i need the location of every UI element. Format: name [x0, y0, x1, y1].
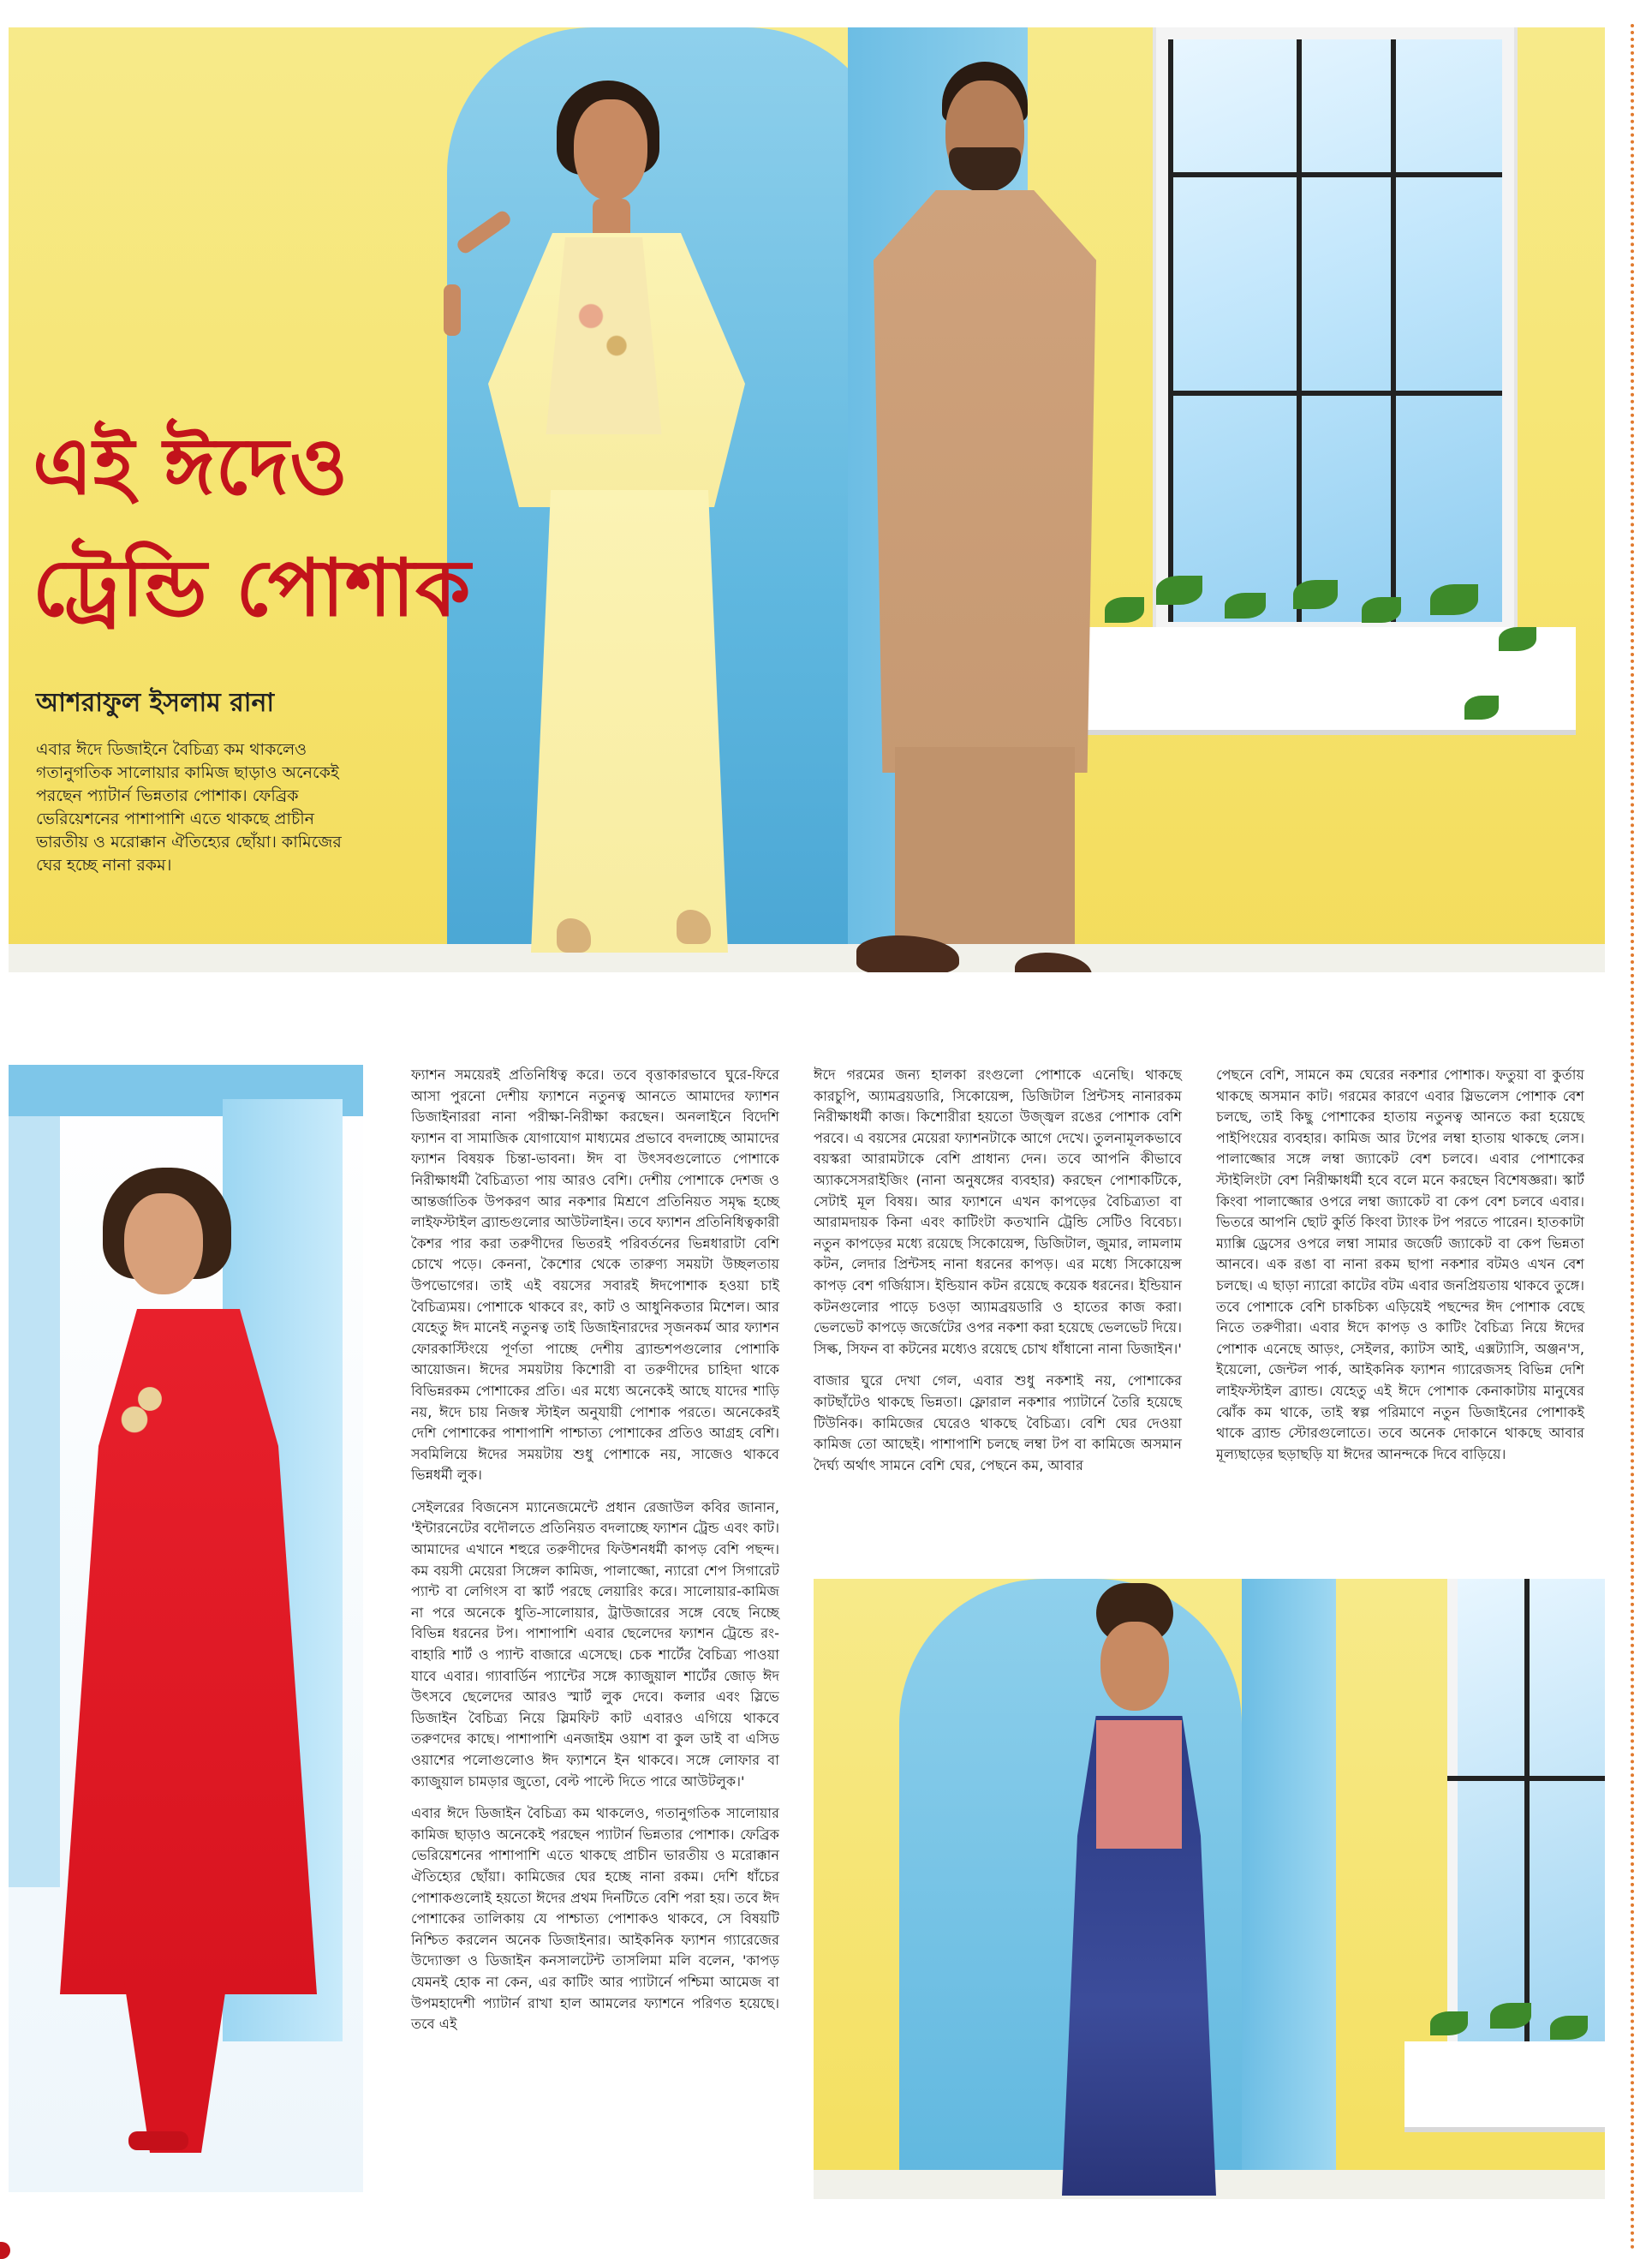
paragraph: সেইলরের বিজনেস ম্যানেজমেন্টে প্রধান রেজাউল কবির জানান, 'ইন্টারনেটের বদৌলতে প্রতিনিয়ত বদলাচ্ছে ফ্যাশন ট্রেন্ড এবং কাট। আমাদের এখানে শহুরে তরুণীদের ফিউশনধর্মী কাপড় বেশি পছন্দ। কম বয়সী মেয়েরা সিঙ্গেল কামিজ, পালাজ্জো, ন্যারো শেপ সিগারেট প্যান্ট বা লেগিংস বা স্কার্ট পরছে লেয়ারিং করে। সালোয়ার-কামিজ না পরে অনেকে ধুতি-সালোয়ার, ট্রাউজারের সঙ্গে বেছে নিচ্ছে বিভিন্ন ধরনের টপ। পাশাপাশি এবার ছেলেদের ফ্যাশন ট্রেন্ডে রং-বাহারি শার্ট ও প্যান্ট বাজারে এসেছে। চেক শার্টের বৈচিত্র্য পাওয়া যাবে এবার। গ্যাবার্ডিন প্যান্টের সঙ্গে ক্যাজুয়াল শার্টের জোড় ঈদ উৎসবে ছেলেদের আরও স্মার্ট লুক দেবে। কলার এবং স্লিভে ডিজাইন বৈচিত্র্য নিয়ে স্লিমফিট কাট এবারও এগিয়ে থাকবে তরুণদের কাছে। পাশাপাশি এনজাইম ওয়াশ বা কুল ডাই বা এসিড ওয়াশের পলোগুলোও ঈদ ফ্যাশনে ইন থাকবে। সঙ্গে লোফার বা ক্যাজুয়াল চামড়ার জুতো, বেল্ট পাল্টে দিতে পারে আউটলুক।' [411, 1498, 779, 1790]
paragraph: বাজার ঘুরে দেখা গেল, এবার শুধু নকশাই নয়, পোশাকের কাটছাঁটেও থাকছে ভিন্নতা। ফ্লোরাল নকশার প্যাটার্নে তৈরি হয়েছে টিউনিক। কামিজের ঘেরেও থাকছে বৈচিত্র্য। বেশি ঘের দেওয়া কামিজ তো আছেই। পাশাপাশি চলছে লম্বা টপ বা কামিজে অসমান দৈর্ঘ্য অর্থাৎ সামনে বেশি ঘের, পেছনে কম, আবার [814, 1372, 1182, 1473]
floor [9, 944, 1605, 972]
author-byline: আশরাফুল ইসলাম রানা [36, 688, 275, 718]
headline-line-2: ট্রেন্ডি পোশাক [33, 541, 472, 634]
paragraph: পেছনে বেশি, সামনে কম ঘেরের নকশার পোশাক। ফতুয়া বা কুর্তায় থাকছে অসমান কাট। গরমের কারণে এবার স্লিভলেস পোশাক বেশ চলছে, তাই কিছু পোশাকের হাতায় নতুনত্ব আনতে করা হয়েছে পাইপিংয়ের ব্যবহার। কামিজ আর টপের লম্বা হাতায় থাকছে লেস। পালাজ্জোর সঙ্গে লম্বা জ্যাকেট বেশ চলবে। এবার পোশাকের স্টাইলিংটা বেশ নিরীক্ষাধর্মী হবে বলে মনে করছেন বিশেষজ্ঞরা। স্কার্ট কিংবা পালাজ্জোর ওপরে লম্বা জ্যাকেট বা কেপ বেশ চলবে এবার। ভিতরে আপনি ছোট কুর্তি কিংবা ট্যাংক টপ পরতে পারেন। হাতকাটা ম্যাক্সি ড্রেসের ওপরে লম্বা সামার জর্জেট জ্যাকেট বা কেপ ভিন্নতা আনবে। এক রঙা বা নানা রকম ছাপা নকশার বটমও এখন বেশ চলছে। এ ছাড়া ন্যারো কাটের বটম এবার জনপ্রিয়তায় থাকবে তুঙ্গে। তবে পোশাকে বেশি চাকচিক্য এড়িয়েই পছন্দের ঈদ পোশাক বেছে নিতে তরুণীরা। এবার ঈদে কাপড় ও কাটিং বৈচিত্র্য নিয়ে ঈদের পোশাক এনেছে আড়ং, সেইলর, ক্যাটস আই, এক্সট্যাসি, অঞ্জন'স, ইয়েলো, জেন্টল পার্ক, আইকনিক ফ্যাশন গ্যারেজসহ বিভিন্ন দেশি লাইফস্টাইল ব্র্যান্ড। যেহেতু এই ঈদে পোশাক কেনাকাটায় মানুষের ঝোঁক কম থাকে, তাই স্বল্প পরিমাণে নতুন ডিজাইনের পোশাকই থাকে ব্র্যান্ড স্টোরগুলোতে। তবে অনেক দোকানে থাকছে আবার মূল্যছাড়ের ছড়াছড়ি যা ঈদের আনন্দকে দিবে বাড়িয়ে। [1216, 1067, 1585, 1462]
intro-paragraph: এবার ঈদে ডিজাইনে বৈচিত্র্য কম থাকলেও গতানুগতিক সালোয়ার কামিজ ছাড়াও অনেকেই পরছেন প্যাটার্ন ভিন্নতার পোশাক। ফেব্রিক ভেরিয়েশনের পাশাপাশি এতে থাকছে প্রাচীন ভারতীয় ও মরোক্কান ঐতিহ্যের ছোঁয়া। কামিজের ঘের হচ্ছে নানা রকম। [36, 740, 342, 875]
window [1156, 27, 1514, 634]
paragraph: ফ্যাশন সময়েরই প্রতিনিধিত্ব করে। তবে বৃত্তাকারভাবে ঘুরে-ফিরে আসা পুরনো দেশীয় ফ্যাশনে নতুনত্ব আনতে আমাদের ফ্যাশন ডিজাইনাররা নানা পরীক্ষা-নিরীক্ষা করছেন। অনলাইনে বিদেশি ফ্যাশন বা সামাজিক যোগাযোগ মাধ্যমের প্রভাবে বদলাচ্ছে আমাদের ফ্যাশন বিষয়ক চিন্তা-ভাবনা। ঈদ বা উৎসবগুলোতে পোশাকে নিরীক্ষাধর্মী বৈচিত্র্যতা পায় আরও বেশি। দেশীয় পোশাকে দেশজ ও আন্তর্জাতিক উপকরণ আর নকশার মিশ্রণে প্রতিনিয়ত সমৃদ্ধ হচ্ছে লাইফস্টাইল ব্র্যান্ডগুলোর আউটলাইন। তবে ফ্যাশন প্রতিনিধিত্বকারী কৈশর পার করা তরুণীদের ভিতরই পরিবর্তনের ভিন্নধারাটা বেশি চোখে পড়ে। কেননা, কৈশোর থেকে তারুণ্য সময়টা উচ্ছলতায় উপভোগের। তাই এই বয়সের সবারই ঈদপোশাক হওয়া চাই বৈচিত্র্যময়। পোশাকে থাকবে রং, কাট ও আধুনিকতার মিশেল। আর যেহেতু ঈদ মানেই নতুনত্ব তাই ডিজাইনারদের সৃজনকর্ম আর ফ্যাশন ফোরকাস্টিংয়ে পূর্ণতা পাচ্ছে দেশীয় ব্র্যান্ডশপগুলোর পোশাকি আয়োজন। ঈদের সময়টায় কিশোরী বা তরুণীদের চাহিদা থাকে বিভিন্নরকম পোশাকের প্রতি। এর মধ্যে অনেকেই আছে যাদের শাড়ি নয়, ঈদে চায় নিজস্ব স্টাইল অনুযায়ী পোশাক পরতে। অনেকেরই দেশি পোশাকের পাশাপাশি পাশ্চাত্য পোশাকের প্রতিও আগ্রহ বেশি। সবমিলিয়ে ঈদের সময়টায় শুধু পোশাকে নয়, সাজেও থাকবে ভিন্নধর্মী লুক। [411, 1067, 779, 1484]
decorative-dotted-border [1631, 24, 1634, 2251]
paragraph: ঈদে গরমের জন্য হালকা রংগুলো পোশাকে এনেছি। থাকছে কারচুপি, অ্যামব্রয়ডারি, সিকোয়েন্স, ডিজিটাল প্রিন্টসহ নানারকম নিরীক্ষাধর্মী কাজ। কিশোরীরা হয়তো উজ্জ্বল রঙের পোশাক বেশি পরবে। এ বয়সের মেয়েরা ফ্যাশনটাকে আগে দেখে। তুলনামূলকভাবে বয়স্করা আরামটাকে বেশি প্রাধান্য দেন। তবে আপনি কীভাবে অ্যাকসেসরাইজিং (নানা অনুষঙ্গের ব্যবহার) করছেন পোশাকটিকে, সেটাই মূল বিষয়। আর ফ্যাশনে এখন কাপড়ের বৈচিত্র্যতা বা আরামদায়ক কিনা এবং কাটিংটা কতখানি ট্রেন্ডি সেটিও বিবেচ্য। নতুন কাপড়ের মধ্যে রয়েছে সিকোয়েন্স, ডিজিটাল, জুমার, লামলাম কটন, লেদার প্রিন্টসহ নানা ধরনের কাপড়। এর মধ্যে সিকোয়েন্স কাপড় বেশ গর্জিয়াস। ইন্ডিয়ান কটন রয়েছে কয়েক ধরনের। ইন্ডিয়ান কটনগুলোর পাড়ে চওড়া অ্যামব্রয়ডারি ও হাতের কাজ করা। ভেলভেট কাপড়ে জর্জেটের ওপর নকশা করা হয়েছে ভেলভেট দিয়ে। সিল্ক, সিফন বা কটনের মধ্যেও রয়েছে চোখ ধাঁধানো নানা ডিজাইন।' [814, 1067, 1182, 1357]
paragraph: এবার ঈদে ডিজাইন বৈচিত্র্য কম থাকলেও, গতানুগতিক সালোয়ার কামিজ ছাড়াও অনেকেই পরছেন প্যাটার্ন ভিন্নতার পোশাক। ফেব্রিক ভেরিয়েশনের পাশাপাশি এতে থাকছে প্রাচীন ভারতীয় ও মরোক্কান ঐতিহ্যের ছোঁয়া। কামিজের ঘের হচ্ছে নানা রকম। দেশি ধাঁচের পোশাকগুলোই হয়তো ঈদের প্রথম দিনটিতে বেশি পরা হয়। তবে ঈদ পোশাকের তালিকায় যে পাশ্চাত্য পোশাকও থাকবে, সে বিষয়টি নিশ্চিত করলেন অনেক ডিজাইনার। আইকনিক ফ্যাশন গ্যারেজের উদ্যোক্তা ও ডিজাইন কনসালটেন্ট তাসলিমা মলি বলেন, 'কাপড় যেমনই হোক না কেন, এর কাটিং আর প্যাটার্নে পশ্চিমা আমেজ বা উপমহাদেশী প্যাটার্ন রাখা হাল আমলের ফ্যাশনে পরিণত হয়েছে। তবে এই [411, 1805, 779, 2033]
headline-line-1: এই ঈদেও [33, 420, 349, 512]
photo-blue-kurti-model [814, 1579, 1605, 2199]
photo-red-kurti-model [9, 1065, 363, 2192]
text-column-3 [1216, 1065, 1584, 1476]
text-column-2 [814, 1065, 1182, 1487]
text-column-1 [411, 1065, 779, 2047]
page-corner-marker [0, 2242, 10, 2259]
